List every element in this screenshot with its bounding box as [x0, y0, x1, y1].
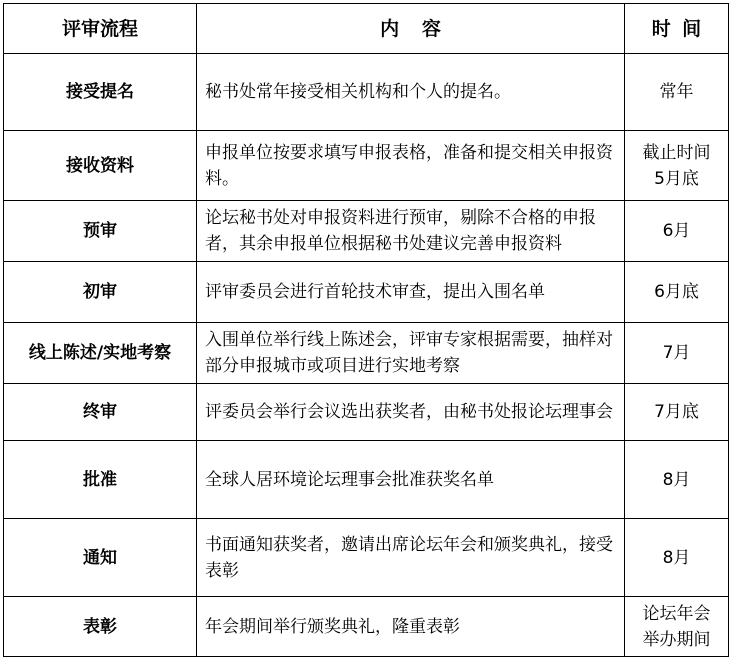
- content-cell: 入围单位举行线上陈述会，评审专家根据需要，抽样对部分申报城市或项目进行实地考察: [197, 323, 625, 384]
- time-text: 8月: [662, 469, 691, 490]
- table-row: [4, 384, 729, 441]
- content-cell: 全球人居环境论坛理事会批准获奖名单: [197, 441, 625, 519]
- review-process-table: [3, 3, 729, 657]
- content-cell: 评审委员会进行首轮技术审查，提出入围名单: [197, 262, 625, 323]
- stage-cell: 初审: [4, 262, 197, 323]
- table-row: [4, 323, 729, 384]
- time-text: 7月底: [654, 402, 699, 422]
- time-cell: [625, 519, 729, 597]
- time-text: 7月: [662, 343, 691, 363]
- time-cell: [625, 131, 729, 201]
- stage-cell: 批准: [4, 441, 197, 519]
- content-cell: 申报单位按要求填写申报表格，准备和提交相关申报资料。: [197, 131, 625, 201]
- time-text: 截止时间: [642, 142, 711, 163]
- header-content: 内容: [197, 4, 625, 54]
- time-text: 5月底: [654, 168, 699, 189]
- time-text: 8月: [662, 547, 691, 568]
- table-row: [4, 131, 729, 201]
- time-text: 论坛年会: [642, 603, 711, 624]
- stage-cell: 预审: [4, 201, 197, 262]
- time-cell: [625, 441, 729, 519]
- time-cell: [625, 597, 729, 657]
- header-time: 时间: [625, 4, 729, 54]
- time-cell: [625, 262, 729, 323]
- time-cell: [625, 323, 729, 384]
- content-cell: 评委员会举行会议选出获奖者，由秘书处报论坛理事会: [197, 384, 625, 441]
- stage-cell: 终审: [4, 384, 197, 441]
- header-row: [4, 4, 729, 54]
- time-text: 举办期间: [642, 629, 711, 650]
- time-text: 常年: [659, 82, 694, 102]
- table-row: [4, 201, 729, 262]
- content-cell: 秘书处常年接受相关机构和个人的提名。: [197, 54, 625, 131]
- time-cell: [625, 54, 729, 131]
- table-row: [4, 54, 729, 131]
- stage-cell: 线上陈述/实地考察: [4, 323, 197, 384]
- time-cell: [625, 201, 729, 262]
- table-row: [4, 262, 729, 323]
- table-row: [4, 597, 729, 657]
- stage-cell: 接收资料: [4, 131, 197, 201]
- content-cell: 年会期间举行颁奖典礼，隆重表彰: [197, 597, 625, 657]
- stage-cell: 表彰: [4, 597, 197, 657]
- time-cell: [625, 384, 729, 441]
- content-cell: 书面通知获奖者，邀请出席论坛年会和颁奖典礼，接受表彰: [197, 519, 625, 597]
- header-stage: 评审流程: [4, 4, 197, 54]
- time-text: 6月底: [654, 282, 699, 302]
- time-text: 6月: [662, 221, 691, 241]
- table-row: [4, 519, 729, 597]
- stage-cell: 通知: [4, 519, 197, 597]
- stage-cell: 接受提名: [4, 54, 197, 131]
- content-cell: 论坛秘书处对申报资料进行预审，剔除不合格的申报者，其余申报单位根据秘书处建议完善申报资料: [197, 201, 625, 262]
- table-row: [4, 441, 729, 519]
